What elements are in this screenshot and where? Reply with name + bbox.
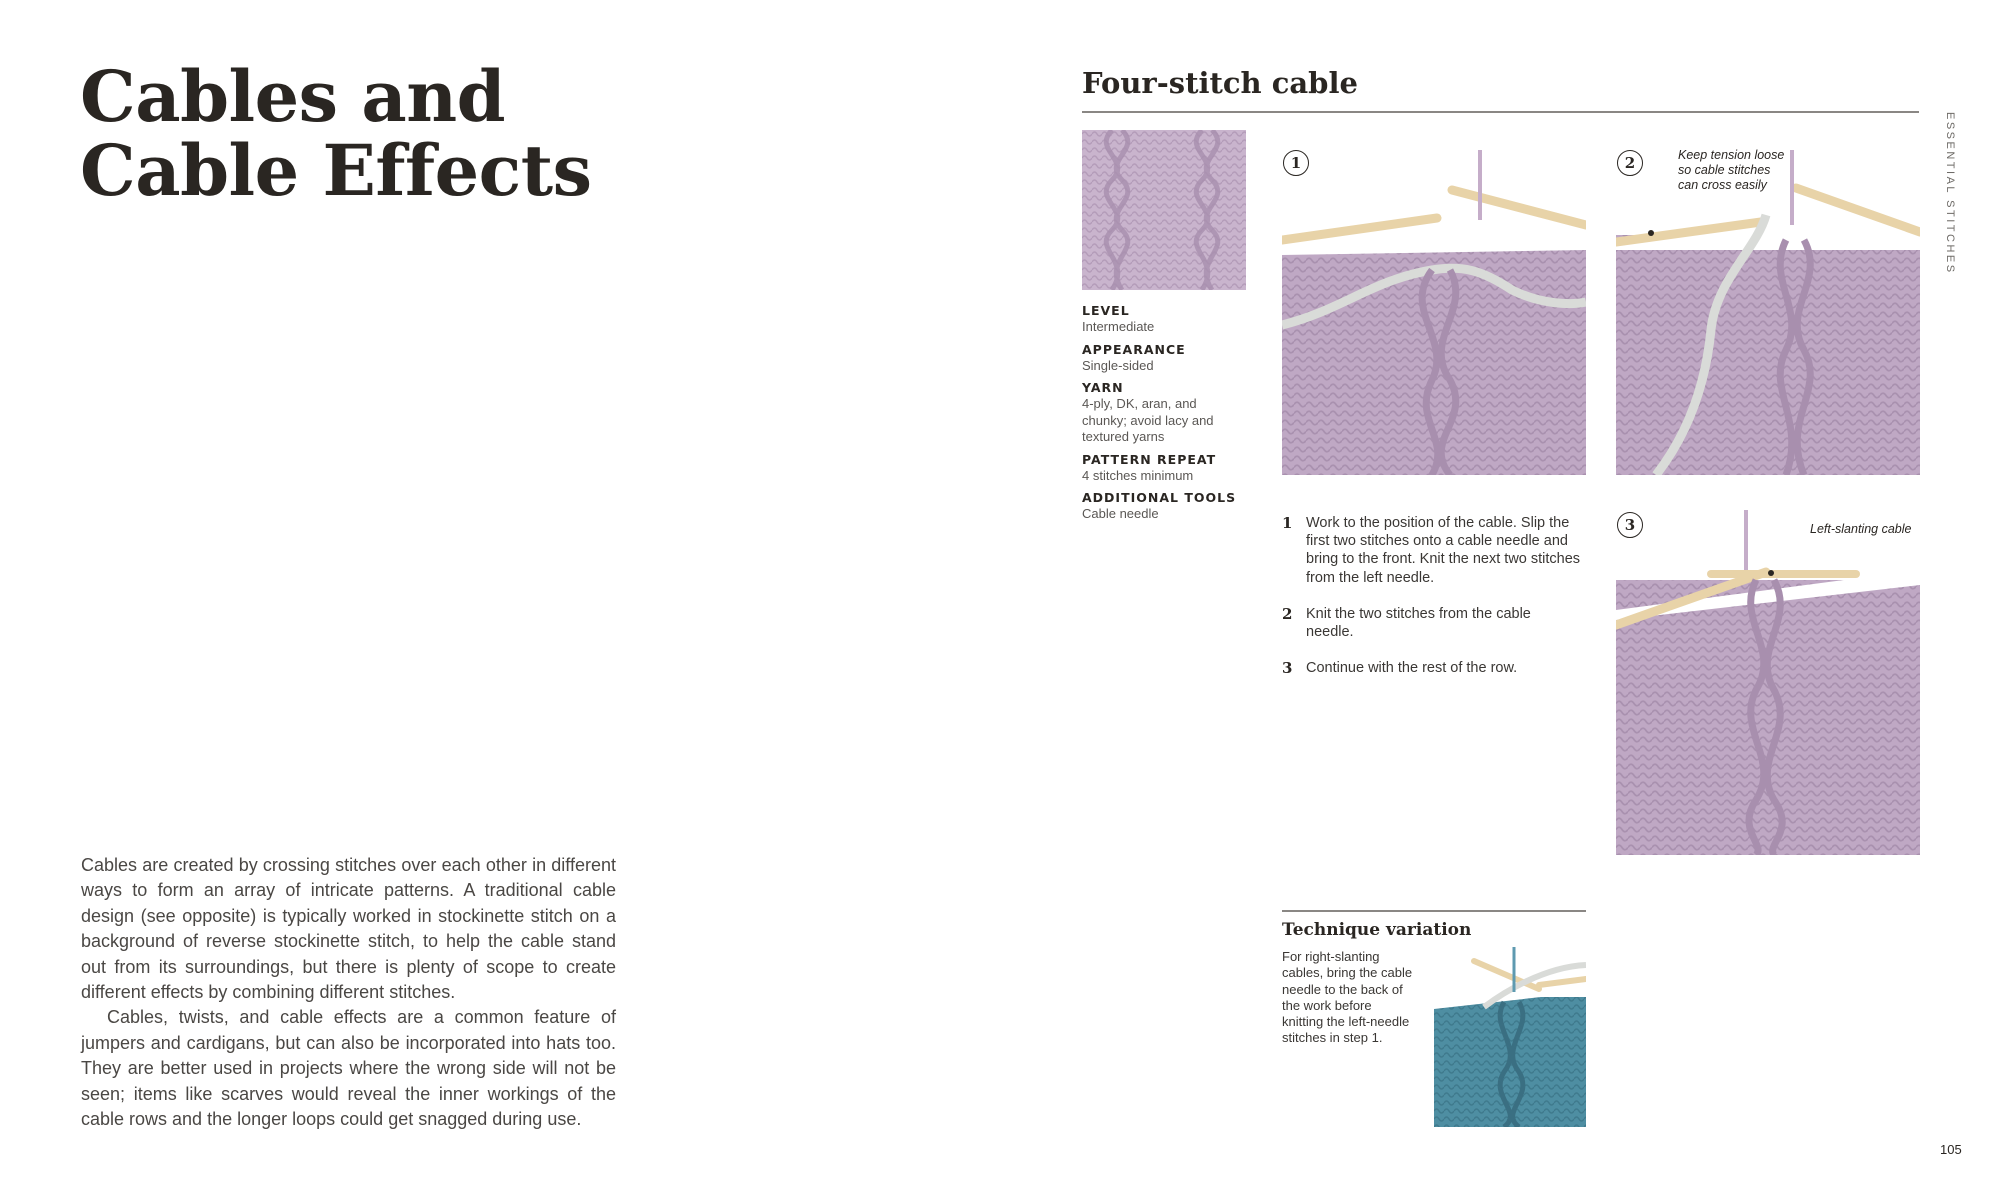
info-label: YARN: [1082, 380, 1124, 395]
info-label: LEVEL: [1082, 303, 1130, 318]
variation-title: Technique variation: [1282, 920, 1472, 940]
step-text: Knit the two stitches from the cable needle.: [1306, 605, 1531, 641]
step-badge-2: 2: [1617, 150, 1643, 176]
step-item-3: [1282, 659, 1582, 677]
info-label: APPEARANCE: [1082, 341, 1186, 357]
info-additional-tools: [1082, 490, 1242, 523]
info-value: 4 stitches minimum: [1082, 467, 1194, 483]
chapter-title: [80, 55, 592, 212]
info-appearance: [1082, 342, 1242, 375]
info-value: Cable needle: [1082, 506, 1159, 521]
variation-text: For right-slanting cables, bring the cable needle to the back of the work before knitting the left-needle stitches in step 1.: [1282, 949, 1413, 1046]
info-value: 4-ply, DK, aran, and chunky; avoid lacy and textured yarns: [1082, 396, 1214, 444]
step-number: 1: [1282, 514, 1293, 532]
pattern-info: [1082, 303, 1242, 529]
step-badge-1: 1: [1283, 150, 1309, 176]
section-rule: [1082, 111, 1919, 113]
info-yarn: [1082, 380, 1242, 446]
step-number: 2: [1282, 604, 1293, 623]
step-item-2: [1282, 605, 1582, 641]
info-level: [1082, 303, 1242, 336]
step-badge-3: 3: [1617, 512, 1643, 538]
step-list: [1282, 514, 1582, 695]
step-item-1: [1282, 514, 1582, 587]
variation-photo: [1434, 947, 1586, 1127]
intro-paragraph-1: Cables are created by crossing stitches over each other in different ways to form an array of intricate patterns. A traditional cable design (see opposite) is typically worked in stockinette stitch on a background of reverse stockinette stitch, to help the cable stand out from its surroundings, but there is plenty of scope to create different effects by combining different stitches.: [81, 855, 616, 1003]
tension-callout: Keep tension loose so cable stitches can cross easily: [1678, 148, 1785, 192]
chapter-title-line-2: Cable Effects: [80, 129, 592, 212]
swatch-thumbnail: [1082, 130, 1246, 290]
step-3-photo: [1616, 510, 1920, 855]
info-value: Intermediate: [1082, 319, 1155, 334]
variation-rule: [1282, 910, 1586, 912]
info-label: ADDITIONAL TOOLS: [1082, 490, 1237, 505]
step-number: 3: [1282, 659, 1293, 678]
chapter-title-line-1: Cables and: [80, 55, 506, 138]
info-value: Single-sided: [1082, 357, 1154, 373]
intro-paragraph-2: Cables, twists, and cable effects are a common feature of jumpers and cardigans, but can also be incorporated into hats too. They are better used in projects where the wrong side will not be seen; items like scarves would reveal the inner workings of the cable rows and the longer loops could get snagged during use.: [81, 1007, 616, 1130]
page-number: 105: [1940, 1142, 1962, 1157]
left-slanting-callout: Left-slanting cable: [1810, 522, 1912, 536]
intro-text: [81, 853, 616, 1132]
step-text: Continue with the rest of the row.: [1306, 660, 1518, 677]
section-title: Four-stitch cable: [1082, 66, 1358, 100]
info-pattern-repeat: [1082, 452, 1242, 485]
step-2-photo: [1616, 130, 1920, 475]
running-head: ESSENTIAL STITCHES: [1944, 112, 1956, 275]
step-text: Work to the position of the cable. Slip the first two stitches onto a cable needle and bring to the front. Knit the next two stitches from the left needle.: [1306, 515, 1581, 586]
info-label: PATTERN REPEAT: [1082, 451, 1217, 467]
step-1-photo: [1282, 130, 1586, 475]
